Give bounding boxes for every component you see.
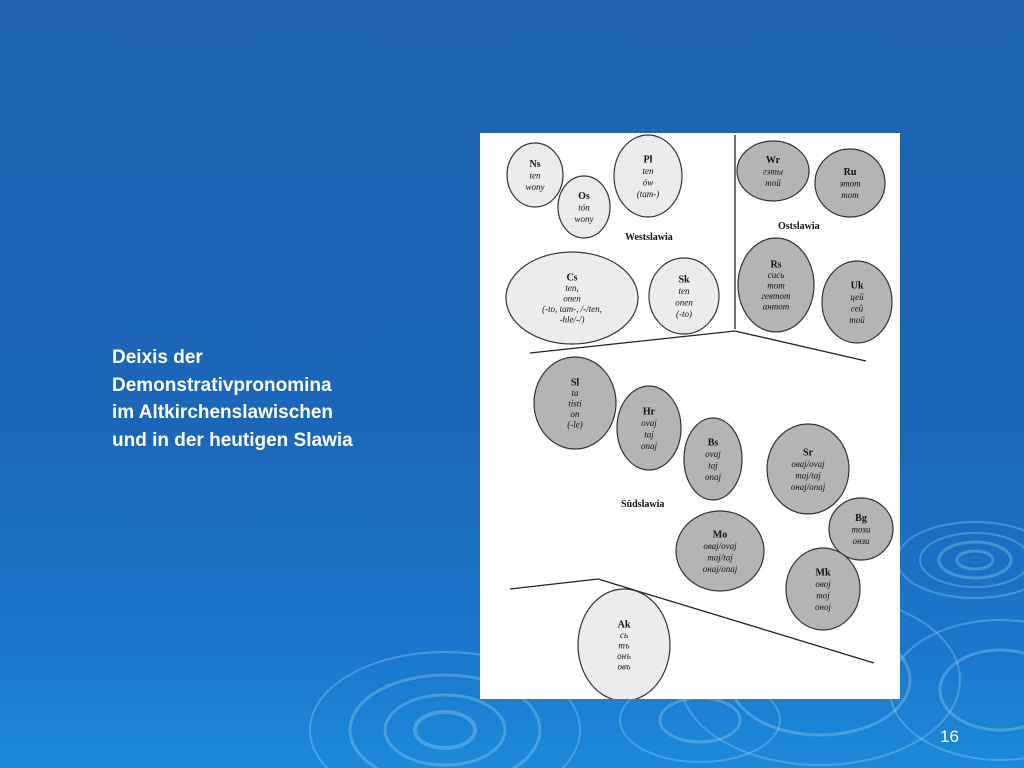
pronoun-form: тај/taj (795, 470, 821, 481)
pronoun-form: on (570, 409, 580, 419)
language-code: Ns (529, 159, 541, 170)
language-code: Ak (617, 619, 631, 631)
language-code: Bs (707, 437, 719, 449)
pronoun-form: onaj (640, 440, 658, 451)
language-bubble-cs (506, 252, 638, 344)
pronoun-form: тот (841, 190, 859, 200)
language-code: Os (578, 191, 590, 202)
pronoun-form: ten, (565, 283, 579, 293)
region-label-east: Ostslawia (778, 221, 820, 232)
pronoun-form: onen (675, 297, 693, 308)
pronoun-form: този (851, 524, 871, 535)
pronoun-form: тај/taj (707, 552, 733, 563)
language-code: Hr (642, 406, 656, 418)
language-bubble-sl (534, 357, 616, 449)
bubble-outline (786, 548, 860, 630)
language-code: Ru (843, 167, 857, 178)
pronoun-form: ów (642, 177, 654, 188)
pronoun-form: овъ (617, 661, 631, 672)
language-code: Sk (678, 274, 690, 286)
pronoun-form: овај/ovaj (703, 540, 737, 551)
pronoun-form: onaj (704, 471, 722, 482)
language-bubble-mo (676, 511, 764, 591)
pronoun-form: онзи (852, 536, 870, 546)
pronoun-form: ta (571, 388, 579, 398)
slide-caption (112, 344, 353, 454)
pronoun-form: этот (839, 178, 861, 189)
language-bubble-ru (815, 149, 885, 217)
caption-line: Deixis der (112, 347, 203, 368)
language-bubble-rs (738, 238, 814, 332)
pronoun-form: (-to) (676, 308, 692, 319)
pronoun-form: сей (850, 303, 864, 314)
pronoun-form: тој (816, 590, 830, 601)
language-bubble-mk (786, 548, 860, 630)
pronoun-form: wony (525, 182, 545, 192)
language-code: Bg (855, 513, 867, 524)
language-bubble-pl (614, 135, 682, 217)
language-code: Pl (643, 154, 653, 166)
pronoun-form: онај/onaj (790, 481, 826, 492)
language-code: Sl (570, 377, 580, 389)
pronoun-form: тъ (618, 640, 630, 651)
pronoun-form: ten (642, 165, 654, 176)
bubble-outline (649, 258, 719, 334)
page-number: 16 (940, 727, 959, 746)
pronoun-form: taj (644, 429, 654, 440)
region-label-south: Südslawia (621, 499, 665, 510)
bubble-outline (614, 135, 682, 217)
pronoun-form: гевтот (761, 291, 791, 301)
pronoun-form: той (849, 314, 865, 325)
pronoun-form: taj (708, 460, 718, 471)
pronoun-form: (tam-) (636, 188, 660, 199)
language-bubble-sr (767, 424, 849, 514)
language-bubbles (506, 135, 893, 699)
language-bubble-sk (649, 258, 719, 334)
pronoun-form: цей (850, 291, 864, 302)
slavic-deixis-diagram (480, 133, 900, 699)
pronoun-form: -hle/-/) (559, 314, 585, 325)
pronoun-form: ovaj (705, 448, 721, 459)
region-label-west: Westslawia (625, 232, 673, 243)
caption-line: Demonstrativpronomina (112, 374, 332, 396)
language-bubble-ak (578, 589, 670, 699)
language-code: Mo (712, 529, 728, 541)
pronoun-form: tisti (568, 398, 582, 409)
pronoun-form: овој (815, 578, 831, 589)
bubble-outline (617, 386, 681, 470)
bubble-outline (684, 418, 742, 500)
pronoun-form: оној (815, 601, 831, 612)
language-code: Cs (566, 272, 578, 284)
pronoun-form: ovaj (641, 417, 657, 428)
language-code: Rs (770, 259, 782, 271)
pronoun-form: wony (574, 214, 594, 224)
bubble-outline (676, 511, 764, 591)
pronoun-form: онај/onaj (702, 563, 738, 574)
language-bubble-wr (737, 141, 809, 201)
language-code: Wr (765, 155, 781, 166)
pronoun-form: антот (762, 301, 790, 312)
pronoun-form: сись (767, 270, 785, 280)
pronoun-form: tón (578, 202, 590, 213)
pronoun-form: гэты (763, 166, 783, 177)
pronoun-form: онъ (617, 651, 631, 661)
language-bubble-bg (829, 498, 893, 560)
language-bubble-ns (507, 143, 563, 207)
pronoun-form: овај/ovaj (791, 458, 825, 469)
language-bubble-uk (822, 261, 892, 343)
language-code: Sr (803, 447, 813, 459)
language-bubble-os (558, 176, 610, 238)
pronoun-form: ten (529, 170, 541, 181)
pronoun-form: (-le) (567, 419, 583, 430)
language-bubble-bs (684, 418, 742, 500)
language-code: Uk (850, 280, 864, 292)
pronoun-form: (-to, tam-, /-/ten, (542, 304, 602, 314)
pronoun-form: той (765, 178, 781, 188)
language-code: Mk (815, 567, 831, 579)
pronoun-form: onen (563, 293, 581, 304)
pronoun-form: ten (678, 285, 690, 296)
caption-line: und in der heutigen Slawia (112, 429, 353, 451)
language-bubble-hr (617, 386, 681, 470)
bubble-outline (767, 424, 849, 514)
caption-line: im Altkirchenslawischen (112, 402, 334, 423)
bubble-outline (822, 261, 892, 343)
pronoun-form: тот (767, 280, 785, 291)
pronoun-form: сь (619, 630, 629, 640)
